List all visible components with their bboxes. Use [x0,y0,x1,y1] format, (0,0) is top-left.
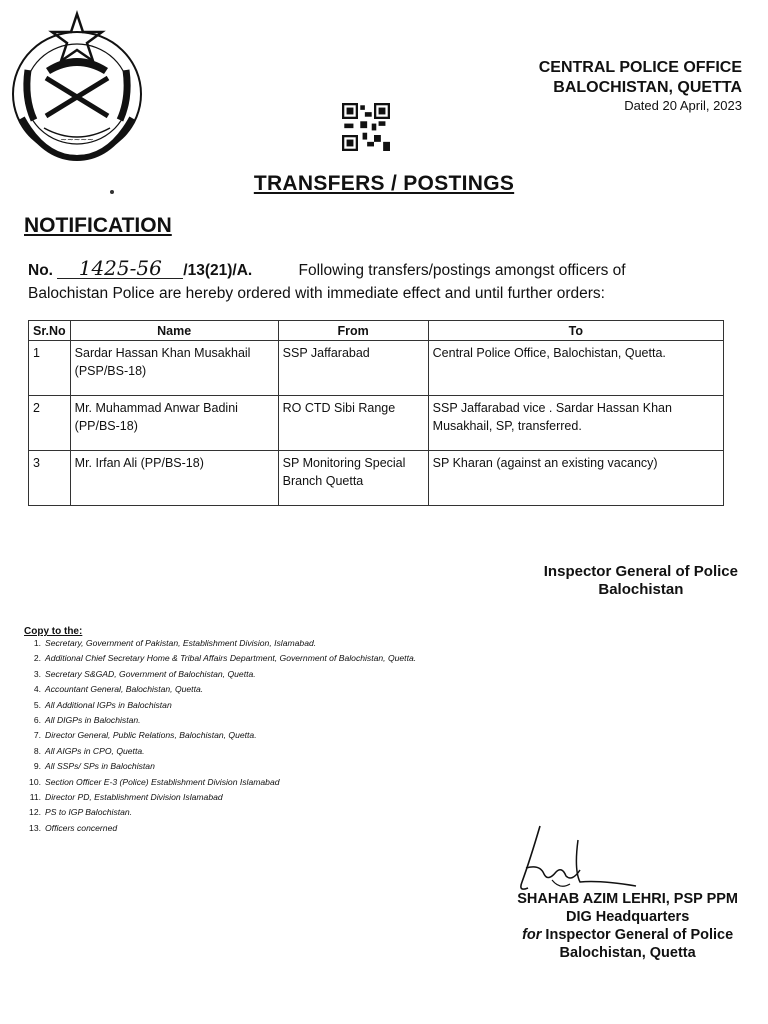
notification-number-line [28,258,626,280]
for-word: for [522,927,542,943]
item-number: 13. [29,822,41,833]
table-header-row [29,321,724,341]
signatory-name: SHAHAB AZIM LEHRI, PSP PPM [517,891,738,907]
item-text: Officers concerned [45,822,118,833]
ig-title: Inspector General of Police [543,563,738,580]
signatory-location: Balochistan, Quetta [559,945,696,961]
item-text: All SSPs/ SPs in Balochistan [45,761,155,772]
table-row [29,341,724,396]
copy-to-list [28,636,416,836]
item-number: 4. [33,684,41,695]
table-row [29,451,724,506]
cell-name: Sardar Hassan Khan Musakhail (PSP/BS-18) [70,341,278,396]
item-text: All AIGPs in CPO, Quetta. [45,745,145,756]
item-text: PS to IGP Balochistan. [45,807,133,818]
for-rest: Inspector General of Police [541,927,734,943]
transfers-table [28,320,724,506]
item-text: Secretary, Government of Pakistan, Establishment Division, Islamabad. [45,638,317,648]
item-text: All Additional IGPs in Balochistan [45,699,172,710]
notification-text-1: Following transfers/postings amongst officers of [298,262,626,279]
cell-to: Central Police Office, Balochistan, Quetta. [428,341,723,396]
cell-srno: 1 [29,341,71,396]
office-name: CENTRAL POLICE OFFICE [538,59,742,76]
list-item [28,790,416,805]
item-number: 6. [33,715,41,726]
cell-name: Mr. Irfan Ali (PP/BS-18) [70,451,278,506]
list-item [28,821,416,836]
item-text: Section Officer E-3 (Police) Establishment Division Islamabad [45,776,280,787]
item-text: All DIGPs in Balochistan. [45,715,141,726]
item-number: 9. [33,761,41,772]
col-header-from: From [278,321,428,341]
copy-to-heading: Copy to the: [24,626,83,637]
col-header-srno: Sr.No [29,321,71,341]
cell-from: RO CTD Sibi Range [278,396,428,451]
item-number: 7. [33,730,41,741]
item-number: 2. [33,653,41,664]
qr-code-icon [342,103,390,151]
col-header-name: Name [70,321,278,341]
number-prefix: No. [28,262,53,279]
list-item [28,667,416,682]
table-row [29,396,724,451]
list-item [28,728,416,743]
cell-srno: 2 [29,396,71,451]
cell-to: SSP Jaffarabad vice . Sardar Hassan Khan Musakhail, SP, transferred. [428,396,723,451]
item-text: Accountant General, Balochistan, Quetta. [45,684,204,695]
col-header-to: To [428,321,723,341]
notification-heading: NOTIFICATION [24,214,172,237]
list-item [28,759,416,774]
dig-signature-block [517,890,738,962]
item-text: Director PD, Establishment Division Islamabad [45,792,223,803]
item-text: Additional Chief Secretary Home & Tribal Affairs Department, Government of Balochistan, Quetta. [45,653,417,664]
item-number: 3. [33,668,41,679]
item-number: 11. [29,792,41,803]
office-location: BALOCHISTAN, QUETTA [553,79,742,96]
cell-from: SSP Jaffarabad [278,341,428,396]
item-number: 12. [29,807,41,818]
list-item [28,744,416,759]
signatory-for-line [517,926,738,944]
handwritten-signature-icon [500,820,640,900]
list-item [28,805,416,820]
number-suffix: /13(21)/A. [183,262,253,279]
svg-text:~~~~~: ~~~~~ [60,135,94,144]
list-item [28,651,416,666]
scan-speck [110,190,114,194]
item-number: 1. [33,638,41,648]
document-title: TRANSFERS / POSTINGS [253,172,515,195]
list-item [28,775,416,790]
police-emblem-icon [4,8,150,166]
item-text: Director General, Public Relations, Balochistan, Quetta. [45,730,257,741]
item-number: 10. [29,776,41,787]
notification-text-2: Balochistan Police are hereby ordered with immediate effect and until further orders: [28,285,605,302]
ig-province: Balochistan [598,581,684,598]
cell-to: SP Kharan (against an existing vacancy) [428,451,723,506]
list-item [28,713,416,728]
handwritten-number: 1425-56 [57,258,183,279]
date-line: Dated 20 April, 2023 [624,98,742,113]
ig-signature-block [544,563,738,599]
signatory-designation: DIG Headquarters [565,909,690,925]
list-item [28,636,416,651]
office-header [539,58,742,114]
list-item [28,698,416,713]
list-item [28,682,416,697]
item-text: Secretary S&GAD, Government of Balochistan, Quetta. [45,668,256,679]
cell-from: SP Monitoring Special Branch Quetta [278,451,428,506]
item-number: 5. [33,699,41,710]
cell-srno: 3 [29,451,71,506]
cell-name: Mr. Muhammad Anwar Badini (PP/BS-18) [70,396,278,451]
item-number: 8. [33,745,41,756]
